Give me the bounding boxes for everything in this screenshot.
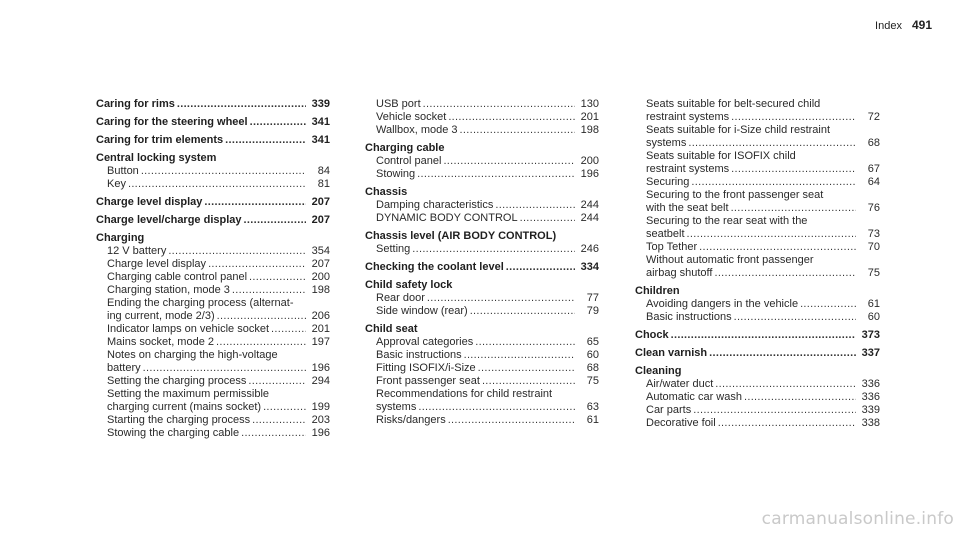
page-ref: 72 (867, 111, 880, 123)
page-ref: 60 (867, 311, 880, 323)
page-ref: 201 (580, 111, 599, 123)
index-subentry-line[interactable]: Ending the charging process (alternat- (107, 297, 294, 309)
page-ref: 61 (586, 414, 599, 426)
index-group (96, 152, 330, 191)
page-ref: 76 (867, 202, 880, 214)
index-subentry[interactable]: Charging station, mode 3 ..... 198 (96, 284, 330, 297)
watermark-text: carmanualsonline.info (761, 509, 954, 529)
index-subentry-line[interactable]: Seats suitable for belt-secured child (646, 98, 821, 110)
index-heading: Children (635, 285, 680, 297)
page-ref: 60 (586, 349, 599, 361)
page-ref: 75 (586, 375, 599, 387)
page-ref: 339 (861, 404, 880, 416)
index-subentry[interactable]: charging current (mains socket) ..... 199 (96, 401, 330, 414)
index-subentry[interactable]: airbag shutoff ..... 75 (635, 267, 880, 280)
page-ref: 294 (311, 375, 330, 387)
page-ref: 67 (867, 163, 880, 175)
index-group (365, 186, 599, 225)
page-ref: 336 (861, 391, 880, 403)
page-ref: 200 (580, 155, 599, 167)
index-subentry[interactable]: Fitting ISOFIX/i-Size ..... 68 (365, 362, 599, 375)
page-ref: 79 (586, 305, 599, 317)
index-heading: Cleaning (635, 365, 682, 377)
index-subentry[interactable]: Risks/dangers ..... 61 (365, 414, 599, 427)
page-ref: 244 (580, 199, 599, 211)
page-ref: 336 (861, 378, 880, 390)
index-subentry[interactable]: Charging cable control panel ..... 200 (96, 271, 330, 284)
page-ref: 337 (861, 347, 880, 359)
index-subentry[interactable]: Setting the charging process ..... 294 (96, 375, 330, 388)
index-column-1 (96, 98, 330, 440)
index-subentry[interactable]: Wallbox, mode 3 ..... 198 (365, 124, 599, 137)
index-subentry-line[interactable]: Securing to the rear seat with the (646, 215, 808, 227)
page-ref: 246 (580, 243, 599, 255)
page-ref: 73 (867, 228, 880, 240)
index-entry[interactable]: Charge level/charge display ..... 207 (96, 214, 330, 227)
index-subentry[interactable]: Mains socket, mode 2 ..... 197 (96, 336, 330, 349)
page-ref: 68 (867, 137, 880, 149)
page-ref: 334 (580, 261, 599, 273)
index-subentry[interactable]: 12 V battery ..... 354 (96, 245, 330, 258)
page-ref: 65 (586, 336, 599, 348)
index-subentry[interactable]: Damping characteristics ..... 244 (365, 199, 599, 212)
index-subentry-line[interactable]: Setting the maximum permissible (107, 388, 270, 400)
index-entry[interactable]: Checking the coolant level ..... 334 (365, 261, 599, 274)
index-subentry[interactable]: Button ..... 84 (96, 165, 330, 178)
index-subentry[interactable]: Side window (rear) ..... 79 (365, 305, 599, 318)
page-ref: 196 (580, 168, 599, 180)
index-subentry[interactable]: USB port ..... 130 (365, 98, 599, 111)
index-subentry[interactable]: Setting ..... 246 (365, 243, 599, 256)
index-subentry[interactable]: Automatic car wash ..... 336 (635, 391, 880, 404)
index-subentry[interactable]: Securing ..... 64 (635, 176, 880, 189)
page-ref: 201 (311, 323, 330, 335)
page-header (875, 18, 932, 32)
index-group (635, 285, 880, 324)
index-group (365, 279, 599, 318)
index-heading: Chassis (365, 186, 408, 198)
index-entry[interactable]: Caring for trim elements ..... 341 (96, 134, 330, 147)
index-subentry[interactable]: Starting the charging process ..... 203 (96, 414, 330, 427)
index-subentry[interactable]: seatbelt ..... 73 (635, 228, 880, 241)
page-number: 491 (911, 18, 932, 32)
page-ref: 206 (311, 310, 330, 322)
header-title: Index (875, 20, 902, 32)
page-ref: 64 (867, 176, 880, 188)
index-group (365, 323, 599, 427)
page-ref: 197 (311, 336, 330, 348)
index-subentry[interactable]: Control panel ..... 200 (365, 155, 599, 168)
page-ref: 339 (311, 98, 330, 110)
page-ref: 341 (311, 116, 330, 128)
index-subentry[interactable]: restraint systems ..... 72 (635, 111, 880, 124)
index-subentry[interactable]: Rear door ..... 77 (365, 292, 599, 305)
page-ref: 75 (867, 267, 880, 279)
index-subentry[interactable]: Car parts ..... 339 (635, 404, 880, 417)
index-heading: Chassis level (AIR BODY CONTROL) (365, 230, 557, 242)
index-subentry-line[interactable]: Seats suitable for i-Size child restraint (646, 124, 831, 136)
index-group (365, 230, 599, 256)
index-subentry-line[interactable]: Notes on charging the high-voltage (107, 349, 278, 361)
index-subentry[interactable]: Top Tether ..... 70 (635, 241, 880, 254)
index-heading: Charging cable (365, 142, 445, 154)
index-subentry[interactable]: Basic instructions ..... 60 (635, 311, 880, 324)
index-group (96, 232, 330, 440)
index-subentry[interactable]: Front passenger seat ..... 75 (365, 375, 599, 388)
page-ref: 61 (867, 298, 880, 310)
index-entry[interactable]: Caring for rims ..... 339 (96, 98, 330, 111)
page-ref: 244 (580, 212, 599, 224)
index-subentry[interactable]: Air/water duct ..... 336 (635, 378, 880, 391)
page-ref: 354 (311, 245, 330, 257)
index-subentry[interactable]: Charge level display ..... 207 (96, 258, 330, 271)
index-subentry[interactable]: Avoiding dangers in the vehicle ..... 61 (635, 298, 880, 311)
page-ref: 207 (311, 214, 330, 226)
page-ref: 373 (861, 329, 880, 341)
index-subentry[interactable]: Basic instructions ..... 60 (365, 349, 599, 362)
page-ref: 207 (311, 196, 330, 208)
page-ref: 199 (311, 401, 330, 413)
index-subentry[interactable]: ing current, mode 2/3) ..... 206 (96, 310, 330, 323)
page-ref: 198 (311, 284, 330, 296)
index-subentry[interactable]: Decorative foil ..... 338 (635, 417, 880, 430)
page-ref: 68 (586, 362, 599, 374)
index-subentry[interactable]: DYNAMIC BODY CONTROL ..... 244 (365, 212, 599, 225)
page-ref: 63 (586, 401, 599, 413)
index-entry[interactable]: Chock ..... 373 (635, 329, 880, 342)
index-subentry[interactable]: Stowing the charging cable ..... 196 (96, 427, 330, 440)
index-subentry[interactable]: Key ..... 81 (96, 178, 330, 191)
index-subentry[interactable]: systems ..... 68 (635, 137, 880, 150)
page-ref: 77 (586, 292, 599, 304)
index-subentry[interactable]: with the seat belt ..... 76 (635, 202, 880, 215)
index-entry[interactable]: Charge level display ..... 207 (96, 196, 330, 209)
index-column-2 (365, 98, 599, 427)
index-entry[interactable]: Clean varnish ..... 337 (635, 347, 880, 360)
index-heading: Charging (96, 232, 145, 244)
page-ref: 338 (861, 417, 880, 429)
index-subentry[interactable]: systems ..... 63 (365, 401, 599, 414)
index-entry[interactable]: Caring for the steering wheel ..... 341 (96, 116, 330, 129)
index-subentry-line[interactable]: Securing to the front passenger seat (646, 189, 824, 201)
page-ref: 203 (311, 414, 330, 426)
page-ref: 207 (311, 258, 330, 270)
page-ref: 70 (867, 241, 880, 253)
index-subentry-line[interactable]: Recommendations for child restraint (376, 388, 553, 400)
page-ref: 84 (317, 165, 330, 177)
index-subentry-line[interactable]: Without automatic front passenger (646, 254, 814, 266)
index-subentry[interactable]: battery ..... 196 (96, 362, 330, 375)
index-subentry[interactable]: Approval categories ..... 65 (365, 336, 599, 349)
page-ref: 130 (580, 98, 599, 110)
index-column-3 (635, 98, 880, 430)
page-ref: 200 (311, 271, 330, 283)
page-ref: 341 (311, 134, 330, 146)
index-subentry[interactable]: Stowing ..... 196 (365, 168, 599, 181)
index-group (365, 142, 599, 181)
index-heading: Central locking system (96, 152, 217, 164)
page-ref: 81 (317, 178, 330, 190)
page-ref: 196 (311, 427, 330, 439)
page-ref: 196 (311, 362, 330, 374)
index-subentry[interactable]: restraint systems ..... 67 (635, 163, 880, 176)
index-subentry[interactable]: Indicator lamps on vehicle socket ..... 201 (96, 323, 330, 336)
index-group (635, 365, 880, 430)
index-heading: Child seat (365, 323, 418, 335)
page-ref: 198 (580, 124, 599, 136)
index-heading: Child safety lock (365, 279, 453, 291)
index-subentry[interactable]: Vehicle socket ..... 201 (365, 111, 599, 124)
index-subentry-line[interactable]: Seats suitable for ISOFIX child (646, 150, 796, 162)
